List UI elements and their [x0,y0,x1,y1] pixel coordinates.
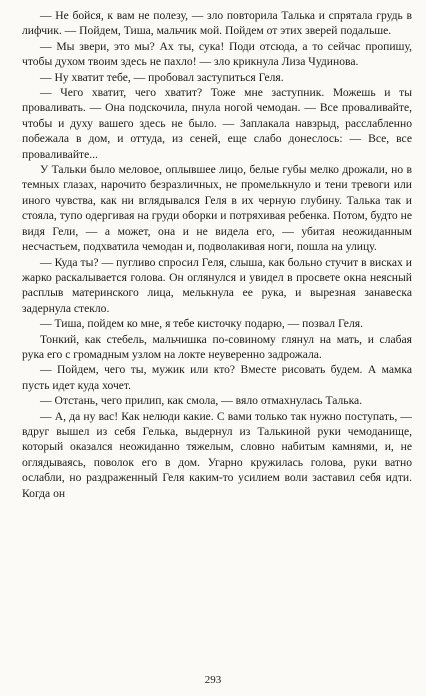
paragraph: Тонкий, как стебель, мальчишка по-совиному глянул на мать, и слабая рука его с громадным узлом на локте неуверенно задрожала. [22,332,412,361]
paragraph: У Тальки было меловое, оплывшее лицо, белые губы мелко дрожали, но в темных глазах, нарочито безразличных, не промелькнуло и тени тревоги или иного чувства, как ни вглядывался Геля в их черную глубину. Талька так и стояла, тупо одергивая на груди оборки и потряхивая ребенка. Потом, будто не видя Гели, — а может, она и не видела его, — убитая неожиданным несчастьем, подхватила чемодан и, подволакивая ноги, пошла на улицу. [22,163,412,254]
paragraph: — Пойдем, чего ты, мужик или кто? Вместе рисовать будем. А мамка пусть идет куда хочет. [22,363,412,392]
paragraph: — Чего хватит, чего хватит? Тоже мне заступник. Можешь и ты проваливать. — Она подскочила, пнула ногой чемодан. — Все проваливайте, чтобы и духу вашего здесь не было. — Заплакала навзрыд, расслабленно побежала в дом, и оттуда, из сеней, еще слабо донеслось: — Все, все проваливайте... [22,86,412,161]
paragraph: — Куда ты? — пугливо спросил Геля, слыша, как больно стучит в висках и жарко раскалывается голова. Он оглянулся и увидел в просвете окна неясный расплыв материнского лица, мелькнула ее рука, и вырезная занавеска задернула стекло. [22,255,412,315]
body-text [22,8,412,501]
paragraph: — А, да ну вас! Как нелюди какие. С вами только так нужно поступать, — вдруг вышел из себя Гелька, выдернул из Талькиной руки чемоданище, который оказался неожиданно тяжелым, словно набитым камнями, и, не оглядываясь, поволок его в дом. Угарно кружилась голова, руки ватно ослабли, но раздраженный Геля каким-то усилием воли заставил себя идти. Когда он [22,409,412,500]
page-number: 293 [204,674,222,686]
paragraph: — Ну хватит тебе, — пробовал заступиться Геля. [40,70,284,84]
paragraph: — Отстань, чего прилип, как смола, — вяло отмахнулась Талька. [40,394,363,408]
paragraph: — Не бойся, к вам не полезу, — зло повторила Талька и спрятала грудь в лифчик. — Пойдем, Тиша, мальчик мой. Пойдем от этих зверей подальше. [22,9,412,38]
paragraph: — Мы звери, это мы? Ах ты, сука! Поди отсюда, а то сейчас пропишу, чтобы духом твоим здесь не пахло! — зло крикнула Лиза Чудинова. [22,39,412,69]
paragraph: — Тиша, пойдем ко мне, я тебе кисточку подарю, — позвал Геля. [40,317,363,331]
